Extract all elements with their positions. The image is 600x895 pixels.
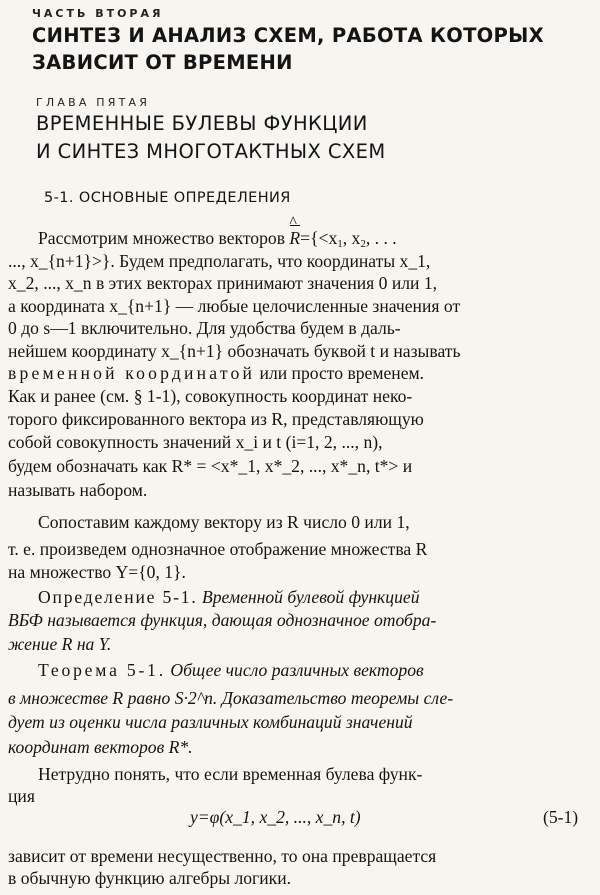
p2-line-2: т. е. произведем однозначное отображение множества R: [8, 539, 428, 559]
definition-line-2: ВБФ называется функция, дающая однозначное отобра-: [8, 610, 437, 630]
p1-line-12: называть набором.: [8, 480, 148, 500]
p4-line-2: в обычную функцию алгебры логики.: [8, 868, 292, 888]
section-heading: 5-1. ОСНОВНЫЕ ОПРЕДЕЛЕНИЯ: [44, 190, 291, 206]
theorem-line-2: в множестве R равно S·2^n. Доказательство теоремы сле-: [8, 688, 454, 708]
definition-line-1: [38, 587, 420, 607]
chapter-title-line-2: И СИНТЕЗ МНОГОТАКТНЫХ СХЕМ: [36, 140, 386, 163]
p1-line-1-x2: , x: [342, 228, 361, 248]
p1-line-1-sub-1: 1: [337, 238, 343, 250]
p1-line-8: Как и ранее (см. § 1-1), совокупность координат неко-: [8, 386, 413, 406]
definition-line-1-text: Временной булевой функцией: [197, 587, 420, 607]
p3-line-2: ция: [8, 786, 35, 806]
vector-r-hat: ^ R: [289, 214, 301, 248]
p1-line-1-ellipsis: , . . .: [365, 228, 397, 248]
p1-line-5: 0 до s—1 включительно. Для удобства будем в даль-: [8, 318, 401, 338]
p1-line-11: будем обозначать как R* = <x*_1, x*_2, ..., x*_n, t*> и: [8, 456, 413, 476]
formula-5-1: y=φ(x_1, x_2, ..., x_n, t): [190, 807, 361, 827]
part-title: [32, 22, 592, 76]
definition-label: Определение 5-1.: [38, 587, 198, 607]
chapter-title-line-1: ВРЕМЕННЫЕ БУЛЕВЫ ФУНКЦИИ: [36, 112, 368, 135]
part-title-line-2: ЗАВИСИТ ОТ ВРЕМЕНИ: [32, 51, 293, 74]
p3-line-1: Нетрудно понять, что если временная булева функ-: [38, 764, 423, 784]
theorem-line-4: координат векторов R*.: [8, 737, 193, 757]
p1-line-3: x_2, ..., x_n в этих векторах принимают значения 0 или 1,: [8, 273, 438, 293]
vector-r-symbol: R: [289, 228, 301, 248]
chapter-title: [36, 110, 576, 166]
theorem-label: Теорема 5-1.: [38, 660, 166, 680]
p2-line-3: на множество Y={0, 1}.: [8, 562, 186, 582]
definition-line-3: жение R на Y.: [8, 634, 112, 654]
part-title-line-1: СИНТЕЗ И АНАЛИЗ СХЕМ, РАБОТА КОТОРЫХ: [32, 24, 544, 47]
p1-line-1-set-open: ={<x: [300, 228, 338, 248]
p1-line-4: а координата x_{n+1} — любые целочисленные значения от: [8, 296, 461, 316]
chapter-label: ГЛАВА ПЯТАЯ: [36, 96, 151, 109]
p1-line-9: торого фиксированного вектора из R, представляющую: [8, 409, 424, 429]
p1-line-7-spaced: временной координатой: [8, 363, 256, 383]
p1-line-7: [8, 363, 424, 383]
p1-line-2: ..., x_{n+1}>}. Будем предполагать, что координаты x_1,: [8, 251, 431, 271]
theorem-line-3: дует из оценки числа различных комбинаций значений: [8, 712, 413, 732]
p1-line-1-text: Рассмотрим множество векторов: [38, 228, 290, 248]
part-label: ЧАСТЬ ВТОРАЯ: [32, 7, 164, 20]
p2-line-1: Сопоставим каждому вектору из R число 0 или 1,: [38, 512, 410, 532]
theorem-line-1-text: Общее число различных векторов: [165, 660, 424, 680]
equation-number: (5-1): [543, 807, 579, 827]
theorem-line-1: [38, 660, 424, 680]
p1-line-1-sub-2: 2: [360, 238, 366, 250]
p4-line-1: зависит от времени несущественно, то она превращается: [8, 846, 437, 866]
p1-line-10: собой совокупность значений x_i и t (i=1, 2, ..., n),: [8, 432, 383, 452]
p1-line-7-rest: или просто временем.: [255, 363, 425, 383]
p1-line-6: нейшем координату x_{n+1} обозначать буквой t и называть: [8, 341, 461, 361]
